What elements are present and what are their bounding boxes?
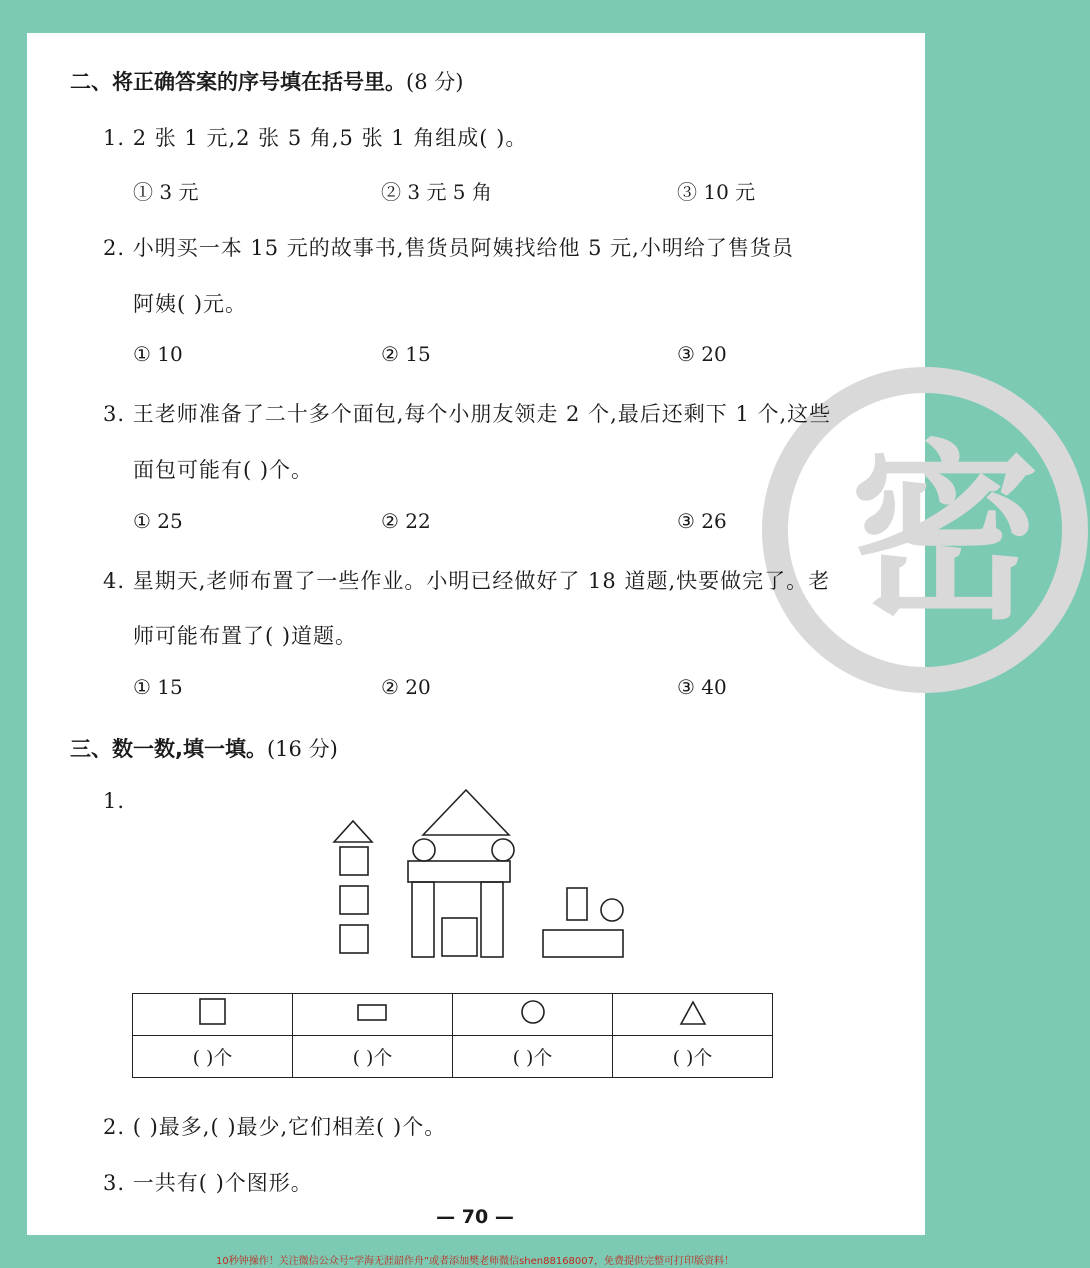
circle-shape: [492, 839, 514, 861]
rectangle-icon: [293, 994, 453, 1036]
q4-option-1: ① 15: [133, 675, 183, 699]
question-2-text-cont: 阿姨( )元。: [133, 292, 248, 316]
triangle-icon: [613, 994, 773, 1036]
section3-q3-text: 3. 一共有( )个图形。: [103, 1171, 313, 1195]
q2-option-3: ③ 20: [677, 342, 727, 366]
q1-option-1: ① 3 元: [133, 180, 199, 204]
question-2-text: 2. 小明买一本 15 元的故事书,售货员阿姨找给他 5 元,小明给了售货员: [103, 236, 794, 260]
rectangle-shape: [543, 930, 623, 957]
q1-option-2: ② 3 元 5 角: [381, 180, 492, 204]
square-shape: [340, 847, 368, 875]
circle-shape: [601, 899, 623, 921]
question-4-text: 4. 星期天,老师布置了一些作业。小明已经做好了 18 道题,快要做完了。老: [103, 569, 831, 593]
q3-option-3: ③ 26: [677, 509, 727, 533]
q2-option-2: ② 15: [381, 342, 431, 366]
q4-option-3: ③ 40: [677, 675, 727, 699]
circle-icon: [453, 994, 613, 1036]
triangle-shape: [423, 790, 509, 835]
rectangle-shape: [412, 882, 434, 957]
page-number: — 70 —: [436, 1206, 514, 1228]
square-shape: [442, 918, 477, 956]
section3-q2-text: 2. ( )最多,( )最少,它们相差( )个。: [103, 1115, 447, 1139]
footer-promo-text: 10秒钟操作！关注微信公众号“学海无涯韶作舟”或者添加樊老师微信shen88168007，免费提供完整可打印版资料！: [215, 1256, 735, 1267]
section3-q1-label: 1.: [103, 789, 126, 813]
section3-title: 三、数一数,填一填。(16 分): [70, 737, 338, 761]
rectangle-shape: [481, 882, 503, 957]
rectangle-shape: [408, 861, 510, 882]
question-3-text-cont: 面包可能有( )个。: [133, 458, 314, 482]
rectangle-shape: [567, 888, 587, 920]
q3-option-1: ① 25: [133, 509, 183, 533]
q4-option-2: ② 20: [381, 675, 431, 699]
q1-option-3: ③ 10 元: [677, 180, 756, 204]
triangle-count-blank[interactable]: ( )个: [613, 1036, 773, 1078]
question-4-text-cont: 师可能布置了( )道题。: [133, 624, 358, 648]
square-count-blank[interactable]: ( )个: [133, 1036, 293, 1078]
rectangle-count-blank[interactable]: ( )个: [293, 1036, 453, 1078]
svg-text:密: 密: [850, 424, 1041, 645]
question-3-text: 3. 王老师准备了二十多个面包,每个小朋友领走 2 个,最后还剩下 1 个,这些: [103, 402, 832, 426]
q2-option-1: ① 10: [133, 342, 183, 366]
square-shape: [340, 886, 368, 914]
circle-shape: [413, 839, 435, 861]
shape-count-table: [132, 993, 773, 1078]
circle-count-blank[interactable]: ( )个: [453, 1036, 613, 1078]
square-shape: [340, 925, 368, 953]
question-1-text: 1. 2 张 1 元,2 张 5 角,5 张 1 角组成( )。: [103, 126, 528, 150]
q3-option-2: ② 22: [381, 509, 431, 533]
triangle-shape: [334, 821, 372, 842]
square-icon: [133, 994, 293, 1036]
building-blocks-figure: [320, 785, 640, 965]
section2-title: 二、将正确答案的序号填在括号里。(8 分): [70, 70, 464, 94]
